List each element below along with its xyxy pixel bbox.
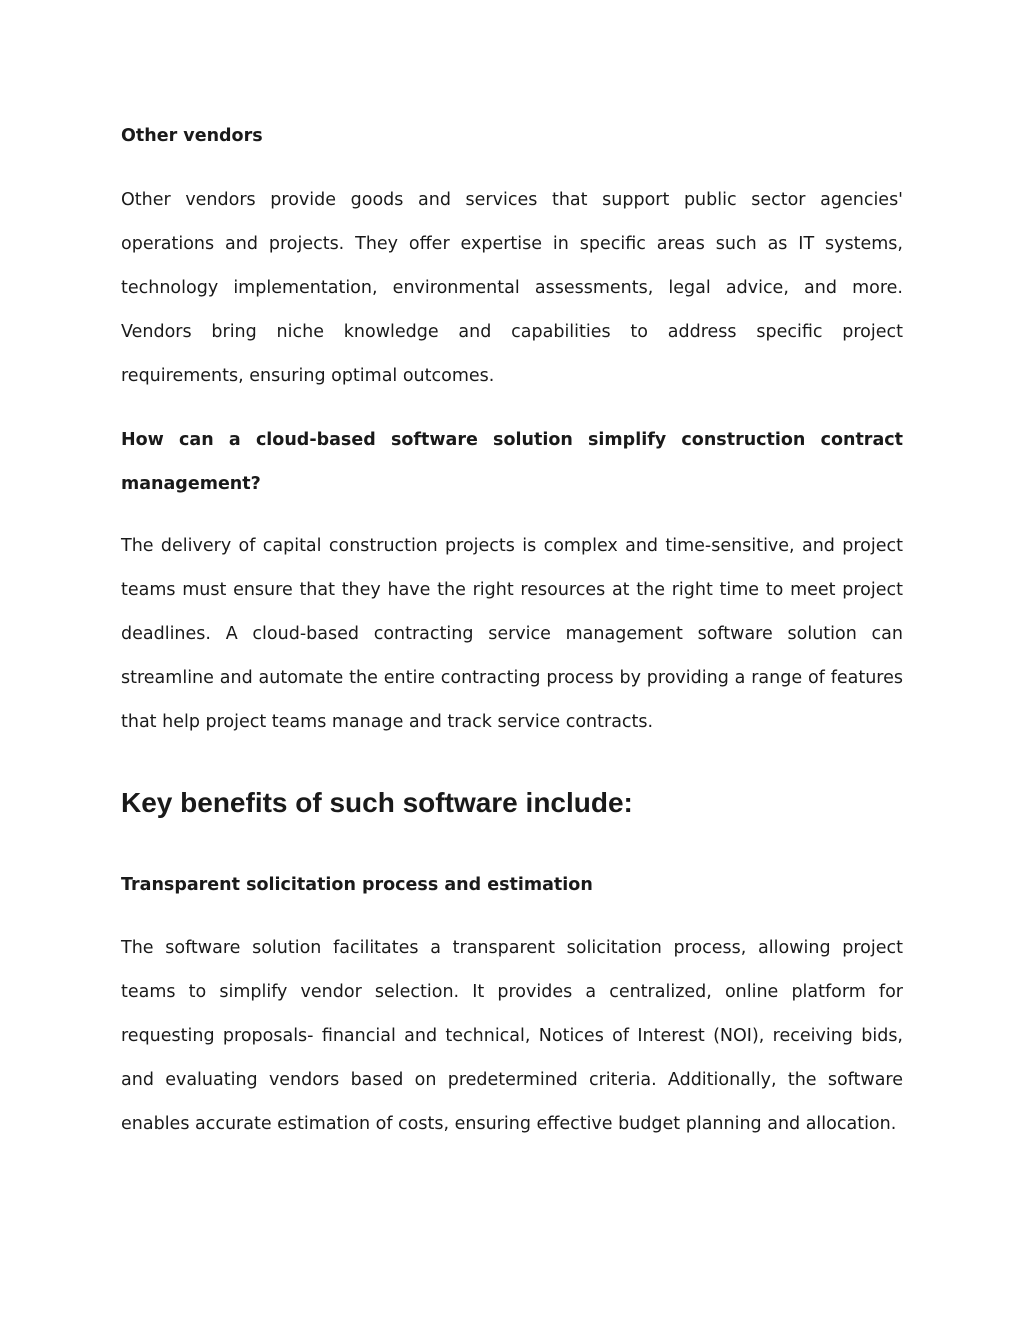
paragraph-other-vendors: Other vendors provide goods and services that support public sector agencies' operations and projects. They offer expertise in specific areas such as IT systems, technology implementation, environmental assessments, legal advice, and more. Vendors bring niche knowledge and capabilities to address specific project requirements, ensuring optimal outcomes. xyxy=(121,190,903,386)
paragraph-transparent-solicitation: The software solution facilitates a transparent solicitation process, allowing project teams to simplify vendor selection. It provides a centralized, online platform for requesting proposals- financial and technical, Notices of Interest (NOI), receiving bids, and evaluating vendors based on predetermined criteria. Additionally, the software enables accurate estimation of costs, ensuring effective budget planning and allocation. xyxy=(121,938,903,1134)
section-heading-cloud-question: How can a cloud-based software solution simplify construction contract management? xyxy=(121,430,903,494)
section-heading-other-vendors: Other vendors xyxy=(121,126,263,146)
heading-key-benefits: Key benefits of such software include: xyxy=(121,787,633,818)
paragraph-capital-delivery: The delivery of capital construction projects is complex and time-sensitive, and project teams must ensure that they have the right resources at the right time to meet project deadlines. A cloud-based contracting service management software solution can streamline and automate the entire contracting process by providing a range of features that help project teams manage and track service contracts. xyxy=(121,536,903,732)
section-heading-transparent-solicitation: Transparent solicitation process and estimation xyxy=(121,875,593,895)
